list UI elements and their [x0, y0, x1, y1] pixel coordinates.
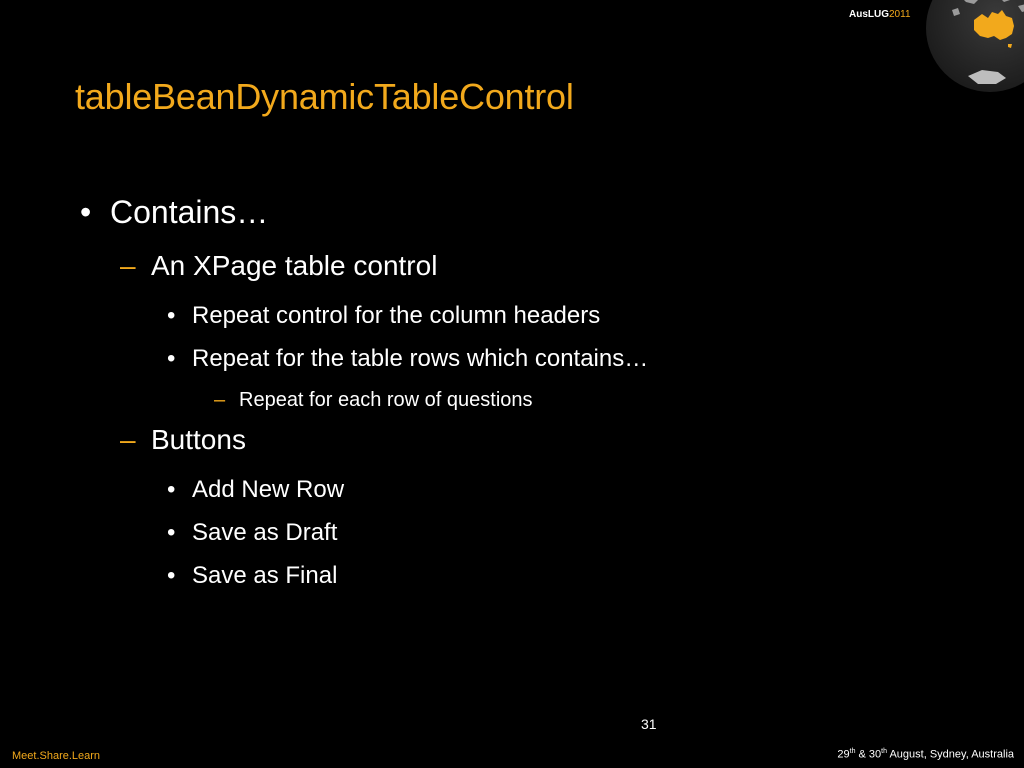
date-day2-suffix: th: [881, 748, 888, 755]
bullet-level2: [120, 424, 246, 456]
page-number: 31: [641, 716, 657, 732]
bullet-marker: •: [80, 194, 92, 230]
bullet-text: Contains…: [110, 194, 269, 230]
bullet-marker: •: [167, 345, 176, 372]
brand-logo-text: [849, 9, 911, 20]
date-rest: August, Sydney, Australia: [887, 748, 1014, 761]
footer-event-date: [837, 748, 1014, 761]
bullet-level3: [167, 302, 600, 330]
brand-year: 2011: [889, 9, 911, 20]
bullet-text: Save as Final: [192, 562, 338, 589]
bullet-level3: [167, 562, 337, 590]
slide-title: tableBeanDynamicTableControl: [75, 76, 574, 117]
date-and: &: [855, 748, 869, 761]
bullet-text: Repeat for the table rows which contains…: [192, 345, 649, 372]
bullet-marker: •: [167, 562, 176, 589]
bullet-level3: [167, 476, 344, 504]
bullet-text: Buttons: [151, 424, 246, 455]
bullet-level3: [167, 519, 337, 547]
bullet-text: An XPage table control: [151, 250, 438, 281]
bullet-marker: •: [167, 476, 176, 503]
bullet-level2: [120, 250, 437, 282]
dash-marker: –: [120, 250, 136, 281]
dash-marker: –: [214, 389, 226, 411]
bullet-level3: [167, 345, 648, 373]
dash-marker: –: [120, 424, 136, 455]
bullet-text: Repeat control for the column headers: [192, 302, 601, 329]
bullet-text: Add New Row: [192, 476, 345, 503]
footer-tagline: Meet.Share.Learn: [12, 750, 101, 762]
globe-australia-icon: [922, 0, 1024, 92]
bullet-level1: [80, 194, 268, 231]
date-day2: 30: [868, 748, 882, 761]
date-day1-suffix: th: [849, 748, 856, 755]
bullet-marker: •: [167, 519, 176, 546]
bullet-text: Save as Draft: [192, 519, 338, 546]
date-day1: 29: [837, 748, 850, 761]
bullet-text: Repeat for each row of questions: [239, 389, 533, 411]
bullet-level4: [214, 389, 533, 412]
bullet-marker: •: [167, 302, 176, 329]
brand-name: AusLUG: [849, 9, 889, 20]
